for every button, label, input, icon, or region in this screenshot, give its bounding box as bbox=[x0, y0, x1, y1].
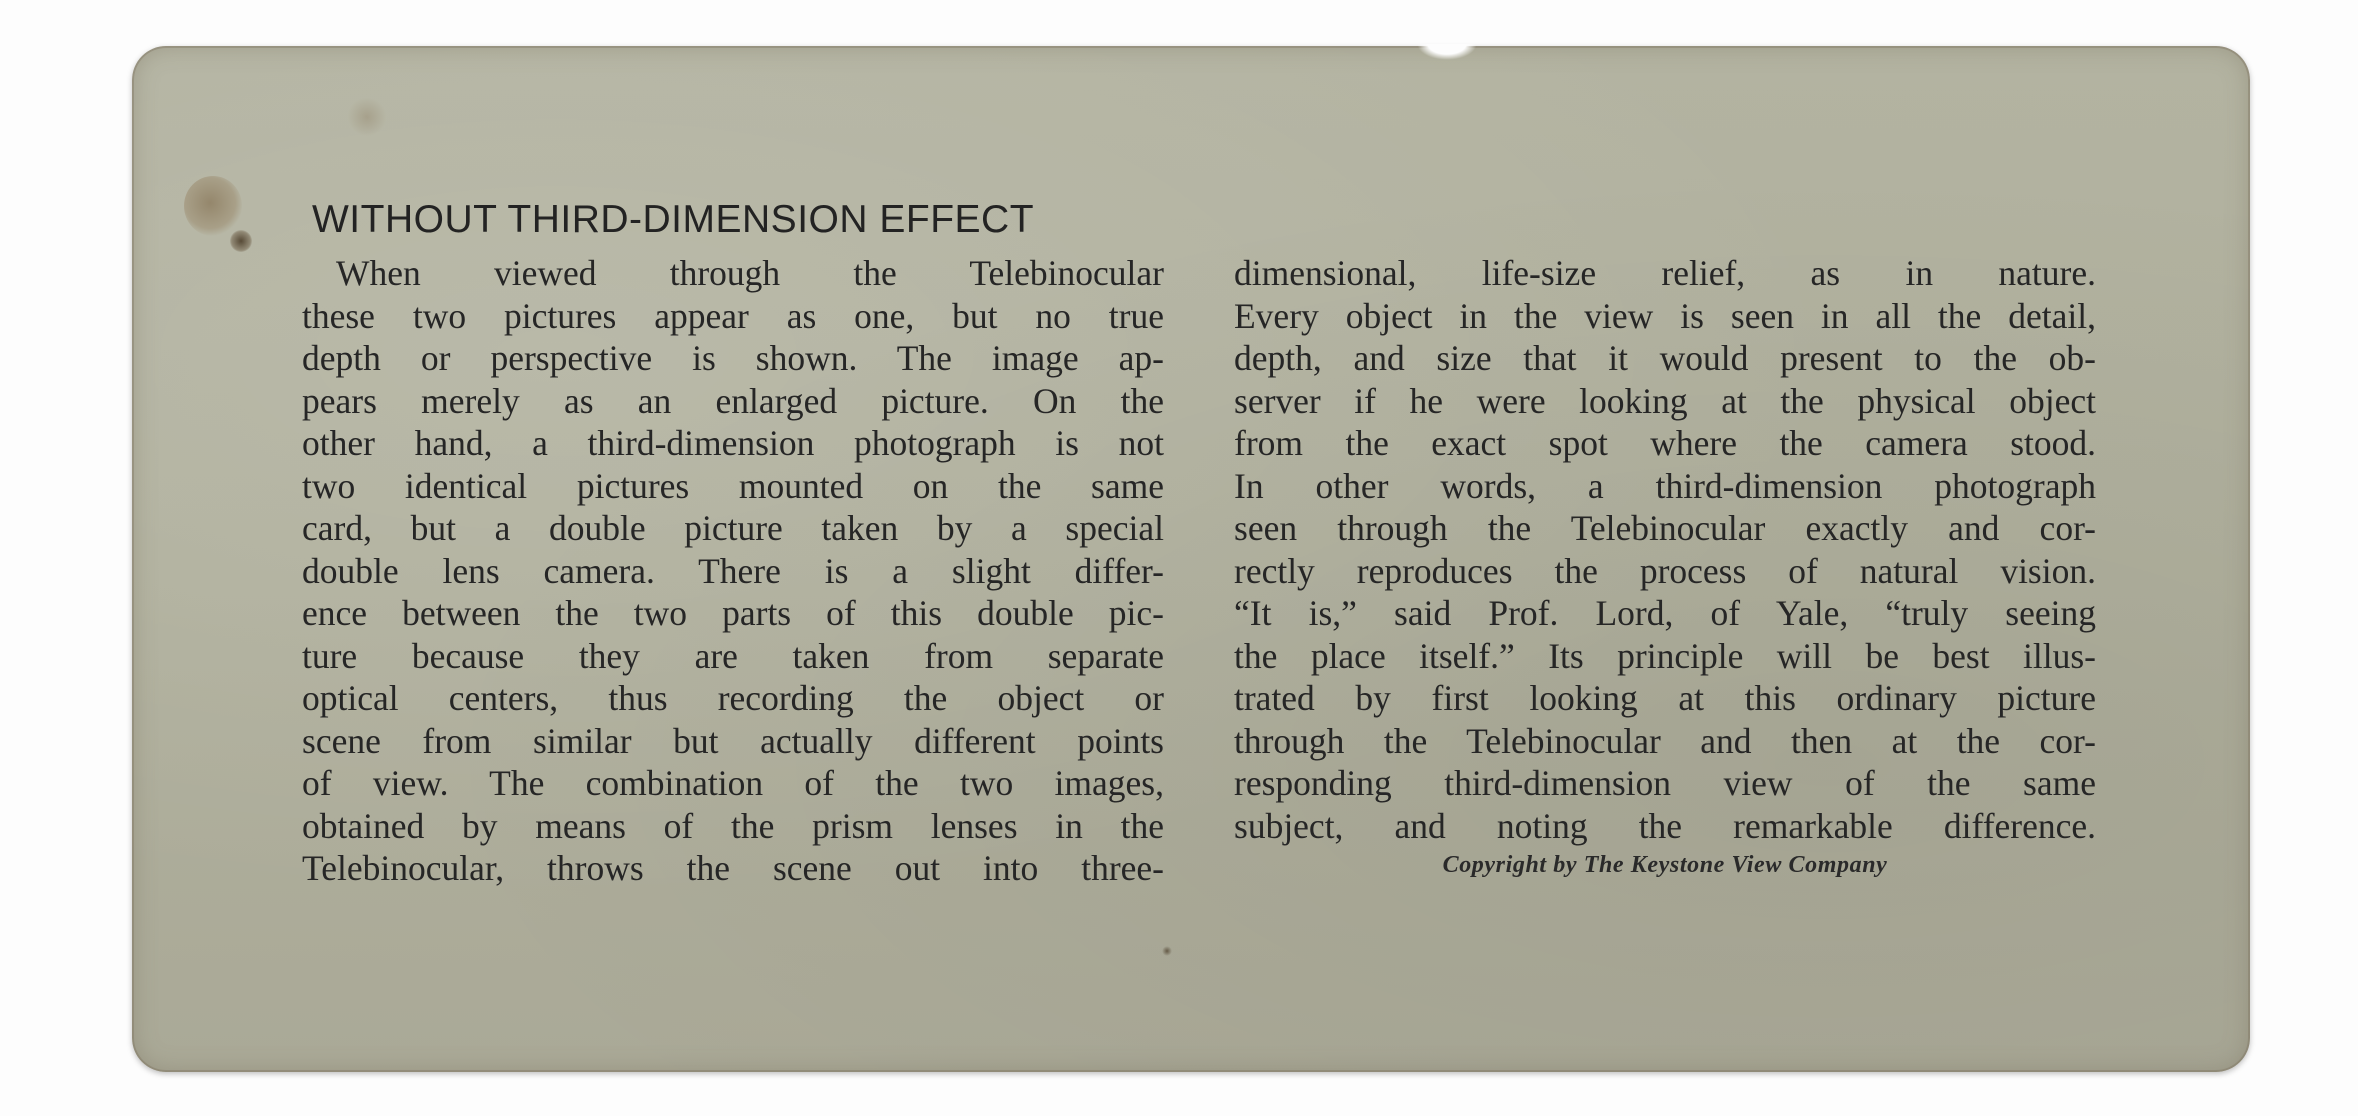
text-column-left bbox=[302, 252, 1164, 890]
card-edge-tear bbox=[1417, 44, 1477, 60]
card-heading: WITHOUT THIRD-DIMENSION EFFECT bbox=[312, 198, 1035, 241]
text-line: When viewed through the Telebinocular bbox=[336, 253, 1164, 293]
text-line: server if he were looking at the physical object bbox=[1234, 380, 2096, 421]
text-line: card, but a double picture taken by a special bbox=[302, 508, 1164, 548]
text-line: depth or perspective is shown. The image ap- bbox=[302, 338, 1164, 378]
text-line: depth, and size that it would present to the ob- bbox=[1234, 338, 2096, 378]
copyright-notice: Copyright by The Keystone View Company bbox=[1442, 852, 1888, 878]
text-line: ence between the two parts of this double pic- bbox=[302, 593, 1164, 633]
text-line: two identical pictures mounted on the same bbox=[302, 465, 1164, 506]
stain-mark bbox=[347, 98, 387, 136]
text-line: seen through the Telebinocular exactly and cor- bbox=[1234, 508, 2096, 548]
text-line: optical centers, thus recording the object or bbox=[302, 678, 1164, 718]
stain-dot bbox=[230, 230, 252, 252]
text-line: ture because they are taken from separate bbox=[302, 635, 1164, 676]
text-line: responding third-dimension view of the same bbox=[1234, 763, 2096, 803]
stereoview-card-back bbox=[132, 46, 2250, 1072]
text-line: In other words, a third-dimension photograph bbox=[1234, 465, 2096, 506]
text-line: trated by first looking at this ordinary picture bbox=[1234, 678, 2096, 718]
text-line: from the exact spot where the camera stood. bbox=[1234, 423, 2096, 463]
text-line: “It is,” said Prof. Lord, of Yale, “truly seeing bbox=[1234, 593, 2096, 633]
text-line: pears merely as an enlarged picture. On the bbox=[302, 380, 1164, 421]
text-line: other hand, a third-dimension photograph is not bbox=[302, 423, 1164, 463]
text-line: obtained by means of the prism lenses in the bbox=[302, 805, 1164, 846]
text-line: scene from similar but actually different points bbox=[302, 720, 1164, 761]
text-line: Every object in the view is seen in all the detail, bbox=[1234, 295, 2096, 336]
text-line: dimensional, life-size relief, as in nature. bbox=[1234, 253, 2096, 293]
text-line: double lens camera. There is a slight differ- bbox=[302, 550, 1164, 591]
text-line: Telebinocular, throws the scene out into three- bbox=[302, 848, 1164, 888]
text-column-right bbox=[1234, 252, 2096, 847]
text-line: subject, and noting the remarkable difference. bbox=[1234, 805, 2096, 846]
stain-mark bbox=[184, 176, 242, 236]
text-line: these two pictures appear as one, but no true bbox=[302, 295, 1164, 336]
text-line: rectly reproduces the process of natural vision. bbox=[1234, 550, 2096, 591]
text-line: through the Telebinocular and then at the cor- bbox=[1234, 720, 2096, 761]
stain-dot bbox=[1162, 946, 1172, 956]
text-line: the place itself.” Its principle will be best illus- bbox=[1234, 635, 2096, 676]
text-line: of view. The combination of the two images, bbox=[302, 763, 1164, 803]
